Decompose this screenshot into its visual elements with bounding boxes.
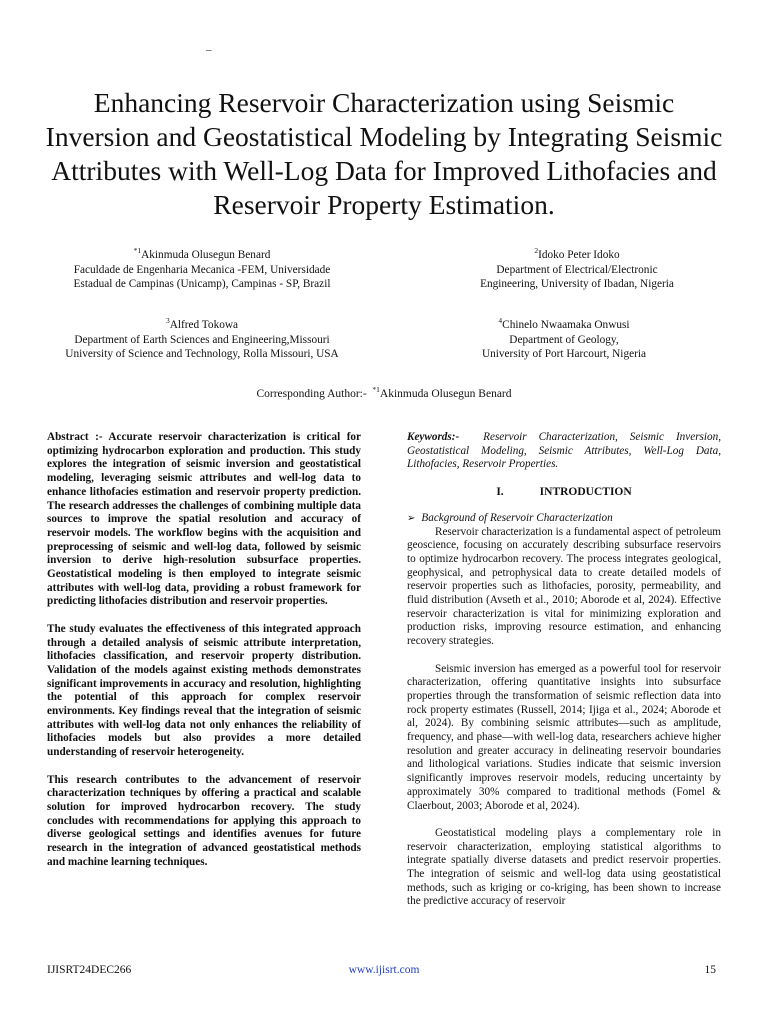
intro-paragraph-1: Reservoir characterization is a fundamental aspect of petroleum geoscience, focusing on accurately describing subsurface reservoirs to optimize hydrocarbon recovery. The process integrates geological, geophysical, and petrophysical data to create detailed models of reservoir properties such as lithofacies, porosity, permeability, and fluid distribution (Avseth et al., 2010; Aborode et al, 2024). Effective reservoir characterization is vital for minimizing exploration and production risks, improving resource estimation, and enhancing recovery strategies.	[407, 525, 721, 648]
section-title: INTRODUCTION	[539, 486, 632, 499]
abstract-paragraph-3: This research contributes to the advancement of reservoir characterization techniques by offering a practical and scalable solution for improved hydrocarbon recovery. The study concludes with recommendations for applying this approach to diverse geological settings and identifies avenues for future research in the integration of advanced geostatistical methods and machine learning techniques.	[47, 773, 361, 868]
abstract-column	[47, 431, 361, 883]
author-4-affiliation-line-1: Department of Geology,	[509, 333, 619, 346]
corresponding-name: Akinmuda Olusegun Benard	[379, 388, 512, 400]
footer-paper-id: IJISRT24DEC266	[47, 964, 132, 976]
keywords-text: Reservoir Characterization, Seismic Inversion, Geostatistical Modeling, Seismic Attributes, Well-Log Data, Lithofacies, Reservoir Properties.	[407, 431, 722, 471]
author-3-name	[30, 318, 374, 333]
footer-website-link[interactable]: www.ijisrt.com	[348, 964, 420, 976]
author-3-name-text: Alfred Tokowa	[169, 319, 239, 331]
author-2-sup: 2	[534, 246, 539, 256]
subsection-heading	[407, 512, 721, 526]
top-mark: –	[206, 44, 212, 56]
author-2	[405, 248, 749, 292]
section-heading	[407, 486, 721, 500]
paper-title: Enhancing Reservoir Characterization using Seismic Inversion and Geostatistical Modeling by Integrating Seismic Attributes with Well-Log Data for Improved Lithofacies and Reservoir Property Estimation.	[45, 87, 723, 220]
author-2-name	[405, 248, 749, 263]
corresponding-label: Corresponding Author:-	[256, 388, 367, 400]
author-1	[30, 248, 374, 292]
author-3-affiliation-line-1: Department of Earth Sciences and Engineering,Missouri	[74, 333, 330, 346]
author-3-sup: 3	[165, 316, 170, 326]
footer-page-number: 15	[704, 964, 716, 976]
abstract-paragraph-1: Abstract :- Accurate reservoir characterization is critical for optimizing hydrocarbon exploration and production. This study explores the integration of seismic inversion and geostatistical modeling, leveraging seismic attributes and well-log data to enhance lithofacies estimation and reservoir property prediction. The research addresses the challenges of combining multiple data sources to improve the spatial resolution and accuracy of reservoir models. The workflow begins with the acquisition and preprocessing of seismic and well-log data, followed by seismic inversion to derive high-resolution subsurface properties. Geostatistical modeling is then employed to integrate seismic attributes with well-log data, providing a robust framework for predicting lithofacies distribution and reservoir properties.	[47, 431, 361, 608]
author-4-name-text: Chinelo Nwaamaka Onwusi	[502, 319, 630, 331]
author-1-name-text: Akinmuda Olusegun Benard	[141, 249, 271, 261]
abstract-paragraph-2: The study evaluates the effectiveness of this integrated approach through a detailed analysis of seismic attribute interpretation, lithofacies classification, and reservoir property distribution. Validation of the models against existing methods demonstrates significant improvements in accuracy and resolution, highlighting the potential of this approach for complex reservoir environments. Key findings reveal that the integration of seismic attributes with well-log data not only enhances the reliability of lithofacies models but also provides a more detailed understanding of reservoir heterogeneity.	[47, 622, 361, 759]
author-4	[392, 318, 736, 362]
author-1-affiliation-line-2: Estadual de Campinas (Unicamp), Campinas - SP, Brazil	[73, 278, 331, 291]
corresponding-author	[0, 385, 768, 400]
author-3-affiliation-line-2: University of Science and Technology, Rolla Missouri, USA	[65, 348, 339, 361]
arrow-bullet-icon: ➢	[407, 512, 416, 524]
corresponding-sup: *1	[372, 385, 380, 395]
author-1-affiliation-line-1: Faculdade de Engenharia Mecanica -FEM, Universidade	[73, 263, 331, 276]
right-column	[407, 431, 721, 909]
author-4-sup: 4	[498, 316, 503, 326]
section-number: I.	[496, 486, 504, 499]
author-4-name	[392, 318, 736, 333]
author-1-sup: *1	[133, 246, 142, 256]
intro-paragraph-2: Seismic inversion has emerged as a powerful tool for reservoir characterization, offering quantitative insights into subsurface properties through the transformation of seismic reflection data into rock property estimates (Russell, 2014; Ijiga et al., 2024; Aborode et al, 2024). By combining seismic attributes—such as amplitude, frequency, and phase—with well-log data, researchers achieve higher resolution and greater accuracy in delineating reservoir boundaries and lithological variations. Studies indicate that seismic inversion significantly improves reservoir models, reducing uncertainty by approximately 30% compared to traditional methods (Fomel & Claerbout, 2003; Aborode et al, 2024).	[407, 662, 721, 812]
author-2-affiliation-line-2: Engineering, University of Ibadan, Nigeria	[480, 278, 674, 291]
subsection-title: Background of Reservoir Characterization	[421, 511, 613, 524]
keywords-label: Keywords:-	[407, 431, 460, 443]
author-1-name	[30, 248, 374, 263]
author-2-affiliation-line-1: Department of Electrical/Electronic	[496, 263, 658, 276]
author-4-affiliation-line-2: University of Port Harcourt, Nigeria	[481, 348, 647, 361]
intro-paragraph-3: Geostatistical modeling plays a complementary role in reservoir characterization, employing statistical algorithms to integrate spatially diverse datasets and predict reservoir properties. The integration of seismic and well-log data using geostatistical methods, such as kriging or co-kriging, has been shown to increase the predictive accuracy of reservoir	[407, 826, 721, 908]
keywords	[407, 431, 721, 472]
author-3	[30, 318, 374, 362]
author-2-name-text: Idoko Peter Idoko	[538, 249, 620, 261]
